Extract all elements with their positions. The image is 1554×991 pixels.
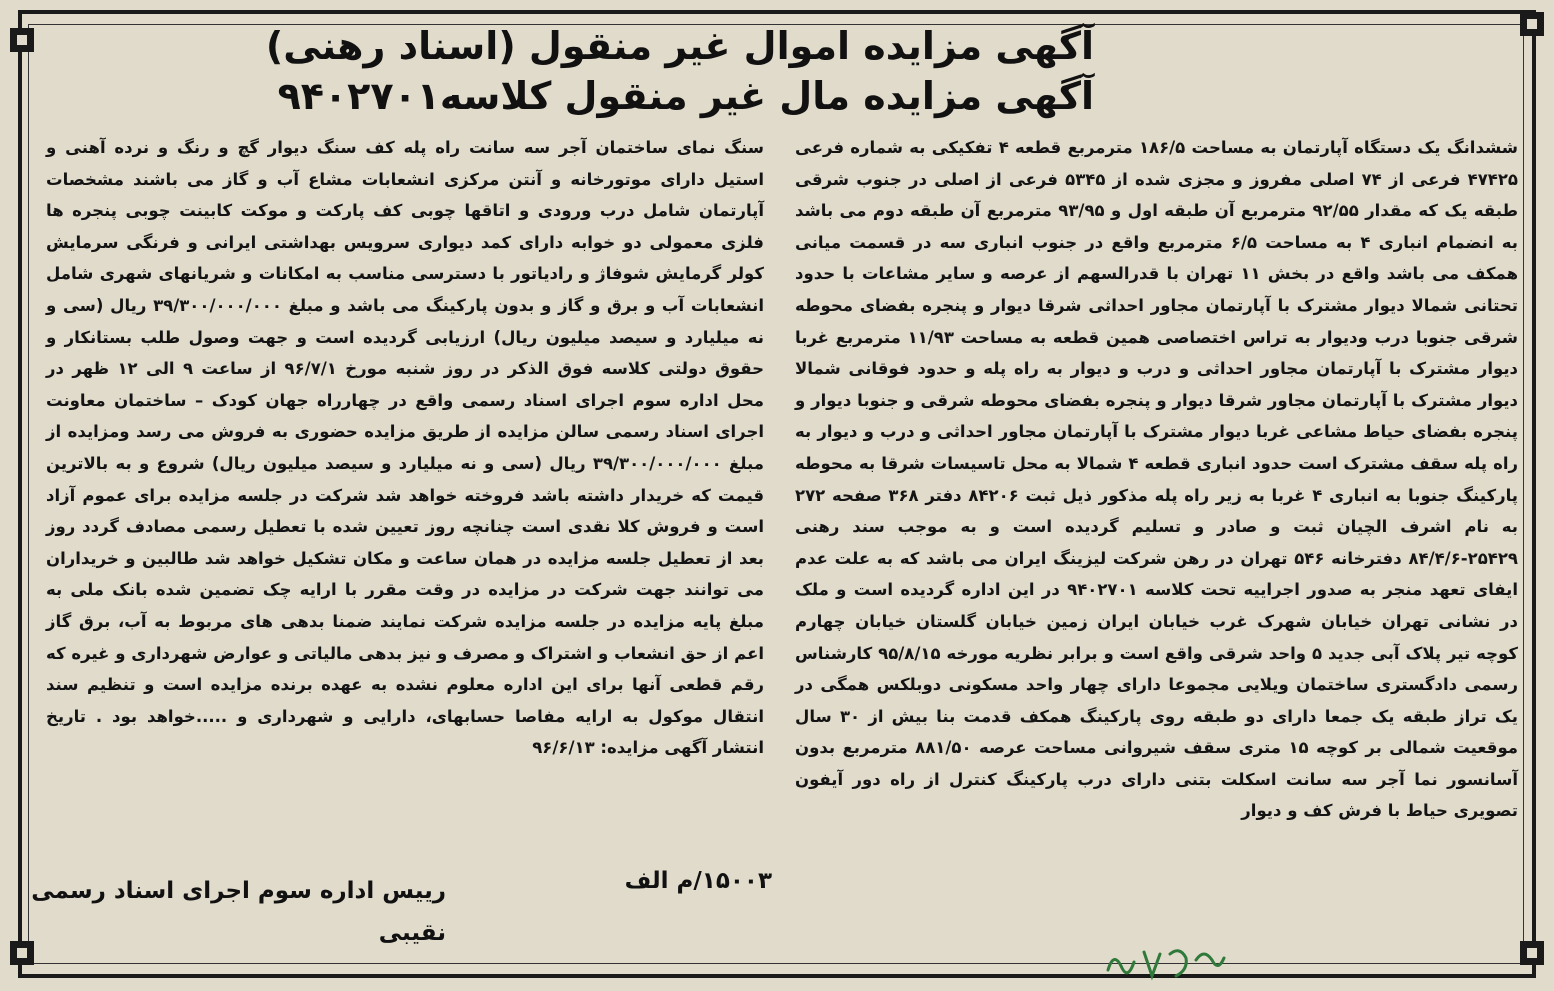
reference-code: ۱۵۰۰۳/م الف — [624, 868, 772, 894]
headline-primary: آگهی مزایده اموال غیر منقول (اسناد رهنی) — [265, 24, 1094, 68]
signer-name: نقیبی — [378, 920, 446, 946]
body-column-right: ششدانگ یک دستگاه آپارتمان به مساحت ۱۸۶/۵ مترمربع قطعه ۴ تفکیکی به شماره فرعی ۴۷۴۲۵ فرعی از ۷۴ اصلی مفروز و مجزی شده از ۵۳۴۵ فرعی از اصلی در جنوب شرقی طبقه یک که مقدار ۹۲/۵۵ مترمربع آن طبقه اول و ۹۳/۹۵ مترمربع آن طبقه دوم می باشد به انضمام انباری ۴ به مساحت ۶/۵ مترمربع واقع در جنوب انباری سه در قسمت میانی همکف می باشد واقع در بخش ۱۱ تهران با قدرالسهم از عرصه و سایر مشاعات با حدود تحتانی شمالا دیوار مشترک با آپارتمان مجاور احداثی شرقا دیوار و پنجره بفضای محوطه شرقی جنوبا درب ودیوار به تراس اختصاصی همین قطعه به مساحت ۱۱/۹۳ مترمربع غربا دیوار مشترک با آپارتمان مجاور احداثی و درب و دیوار به راه پله و حدود فوقانی شمالا دیوار مشترک با آپارتمان مجاور شرقا دیوار و پنجره بفضای محوطه شرقی و جنوبا دیوار و پنجره بفضای حیاط مشاعی غربا دیوار مشترک با آپارتمان مجاور احداثی و درب و دیوار به راه پله سقف مشترک است حدود انباری قطعه ۴ شمالا به محل تاسیسات شرقا به محوطه پارکینگ جنوبا به انباری ۴ غربا به زیر راه پله مذکور ذیل ثبت ۸۴۲۰۶ دفتر ۳۶۸ صفحه ۲۷۲ به نام اشرف الچیان ثبت و صادر و تسلیم گردیده است و به موجب سند رهنی ۲۵۴۲۹-۸۴/۴/۶ دفترخانه ۵۴۶ تهران در رهن شرکت لیزینگ ایران می باشد که به علت عدم ایفای تعهد منجر به صدور اجراییه تحت کلاسه ۹۴۰۲۷۰۱ در این اداره گردیده است و ملک در نشانی تهران خیابان شهرک غرب خیابان ایران زمین خیابان گلستان خیابان چهارم کوچه تیر پلاک آبی جدید ۵ واحد شرقی واقع است و برابر نظریه مورخه ۹۵/۸/۱۵ کارشناس رسمی دادگستری ساختمان ویلایی مجموعا دارای چهار واحد مسکونی دوبلکس همگی در یک تراز طبقه یک جمعا دارای دو طبقه روی پارکینگ همکف قدمت بنا بیش از ۳۰ سال موقعیت شمالی بر کوچه ۱۵ متری سقف شیروانی مساحت عرصه ۸۸۱/۵۰ مترمربع بدون آسانسور نما آجر سه سانت اسکلت بتنی دارای درب پارکینگ کنترل از راه دور آیفون تصویری حیاط با فرش کف و دیوار — [795, 138, 1519, 821]
corner-ornament — [1520, 941, 1544, 965]
handwritten-note-icon — [1100, 940, 1230, 986]
body-column-left: سنگ نمای ساختمان آجر سه سانت راه پله کف سنگ دیوار گچ و رنگ و نرده آهنی و استیل دارای موتورخانه و آنتن مرکزی انشعابات مشاع آب و گاز می باشند مشخصات آپارتمان شامل درب ورودی و اتاقها چوبی کف پارکت و موکت کابینت چوبی پنجره ها فلزی معمولی دو خوابه دارای کمد دیواری سرویس بهداشتی ایرانی و فرنگی سرمایش کولر گرمایش شوفاژ و رادیاتور با دسترسی مناسب به امکانات و شریانهای شهری شامل انشعابات آب و برق و گاز و بدون پارکینگ می باشد و مبلغ ۳۹/۳۰۰/۰۰۰/۰۰۰ ریال (سی و نه میلیارد و سیصد میلیون ریال) ارزیابی گردیده است و جهت وصول طلب بستانکار و حقوق دولتی کلاسه فوق الذکر در روز شنبه مورخ ۹۶/۷/۱ از ساعت ۹ الی ۱۲ ظهر در محل اداره سوم اجرای اسناد رسمی واقع در چهارراه جهان کودک – ساختمان معاونت اجرای اسناد رسمی سالن مزایده از طریق مزایده حضوری به فروش می رسد ومزایده از مبلغ ۳۹/۳۰۰/۰۰۰/۰۰۰ ریال (سی و نه میلیارد و سیصد میلیون ریال) شروع و به بالاترین قیمت که خریدار داشته باشد فروخته خواهد شد شرکت در جلسه مزایده برای عموم آزاد است و فروش کلا نقدی است چنانچه روز تعیین شده با تعطیل رسمی مصادف گردد روز بعد از تعطیل جلسه مزایده در همان ساعت و مکان تشکیل خواهد شد طالبین و خریداران می توانند جهت شرکت در مزایده در وقت مقرر با ارایه چک تضمین شده بانک ملی به مبلغ پایه مزایده در جلسه مزایده شرکت نمایند ضمنا بدهی های مربوط به آب، برق گاز اعم از حق انشعاب و اشتراک و مصرف و نیز بدهی مالیاتی و عوارض شهرداری و غیره که رقم قطعی آنها برای این اداره معلوم نشده به عهده برنده مزایده است و تنظیم سند انتقال موکول به ارایه مفاصا حسابهای، دارایی و شهرداری و .....خواهد بود . تاریخ انتشار آگهی مزایده: ۹۶/۶/۱۳ — [46, 138, 764, 758]
corner-ornament — [1520, 12, 1544, 36]
corner-ornament — [10, 941, 34, 965]
headline-secondary: آگهی مزایده مال غیر منقول کلاسه۹۴۰۲۷۰۱ — [277, 74, 1094, 118]
corner-ornament — [10, 28, 34, 52]
signer-title: رییس اداره سوم اجرای اسناد رسمی — [31, 878, 446, 904]
